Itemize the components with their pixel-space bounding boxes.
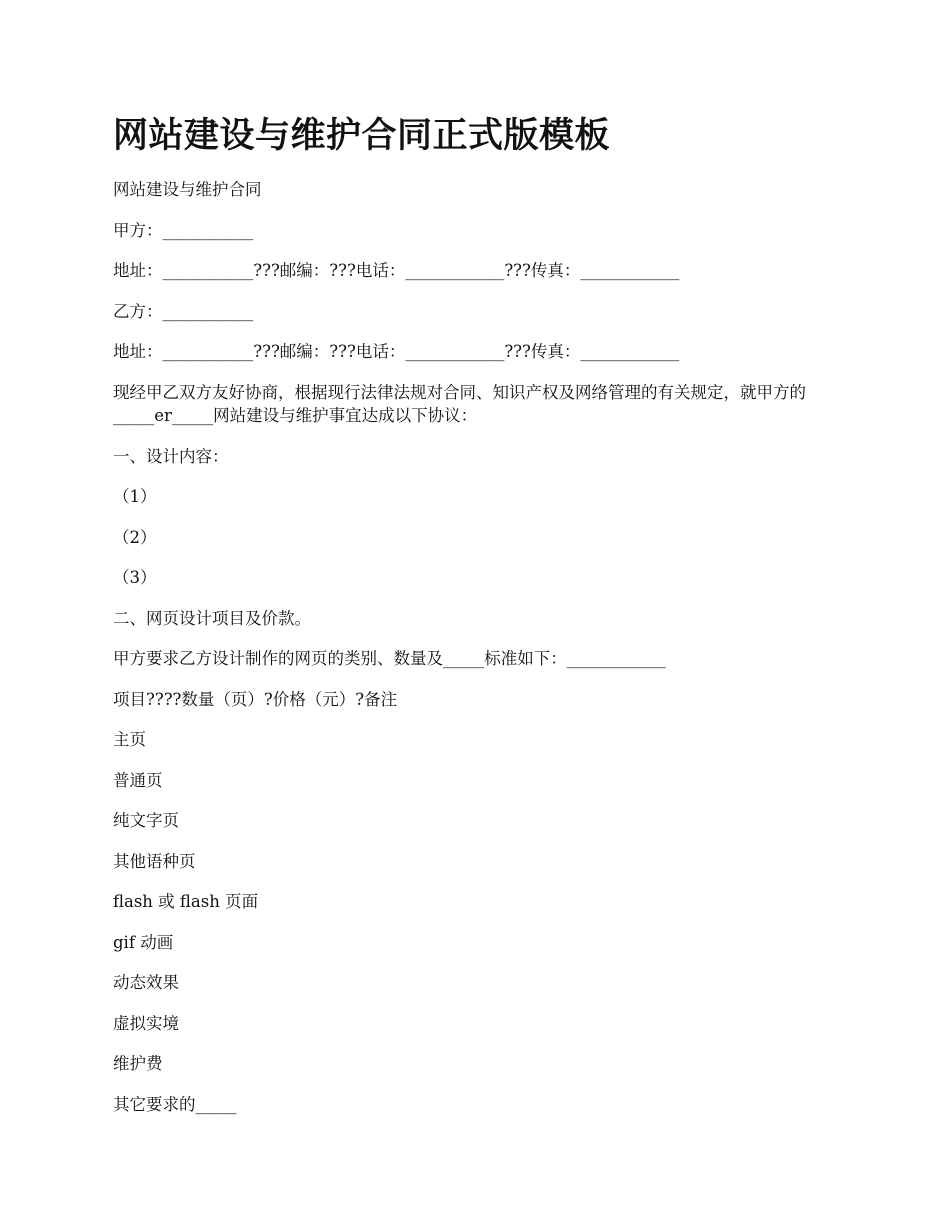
item-row: 虚拟实境 [113,1013,179,1033]
section-heading-design-content: 一、设计内容： [113,446,229,466]
pricing-table-header: 项目????数量（页）?价格（元）?备注 [113,689,398,709]
list-item: （3） [113,568,157,587]
list-item: （2） [113,527,157,547]
item-row: 其他语种页 [113,851,196,871]
item-row: gif 动画 [113,932,174,952]
contract-subtitle: 网站建设与维护合同 [113,180,262,199]
item-row: 维护费 [113,1054,163,1073]
party-b-line: 乙方：___________ [113,301,254,321]
pricing-requirement-line: 甲方要求乙方设计制作的网页的类别、数量及_____标准如下：____________ [113,649,666,668]
document-page [113,112,843,1133]
list-item: （1） [113,487,157,506]
agreement-intro-paragraph: 现经甲乙双方友好协商，根据现行法律法规对合同、知识产权及网络管理的有关规定，就甲方的_____er_____网站建设与维护事宜达成以下协议： [113,382,806,425]
item-row: 其它要求的_____ [113,1094,237,1114]
section-heading-pricing: 二、网页设计项目及价款。 [113,608,311,628]
item-row: 普通页 [113,770,163,790]
party-a-line: 甲方：___________ [113,220,254,240]
item-row: 主页 [113,730,146,749]
item-row: 动态效果 [113,973,179,992]
party-a-address-line: 地址：___________???邮编：???电话：____________???传真：____________ [113,261,680,280]
party-b-address-line: 地址：___________???邮编：???电话：____________???传真：____________ [113,342,680,361]
item-row: 纯文字页 [113,811,179,830]
item-row: flash 或 flash 页面 [113,892,259,911]
document-title: 网站建设与维护合同正式版模板 [113,115,611,156]
